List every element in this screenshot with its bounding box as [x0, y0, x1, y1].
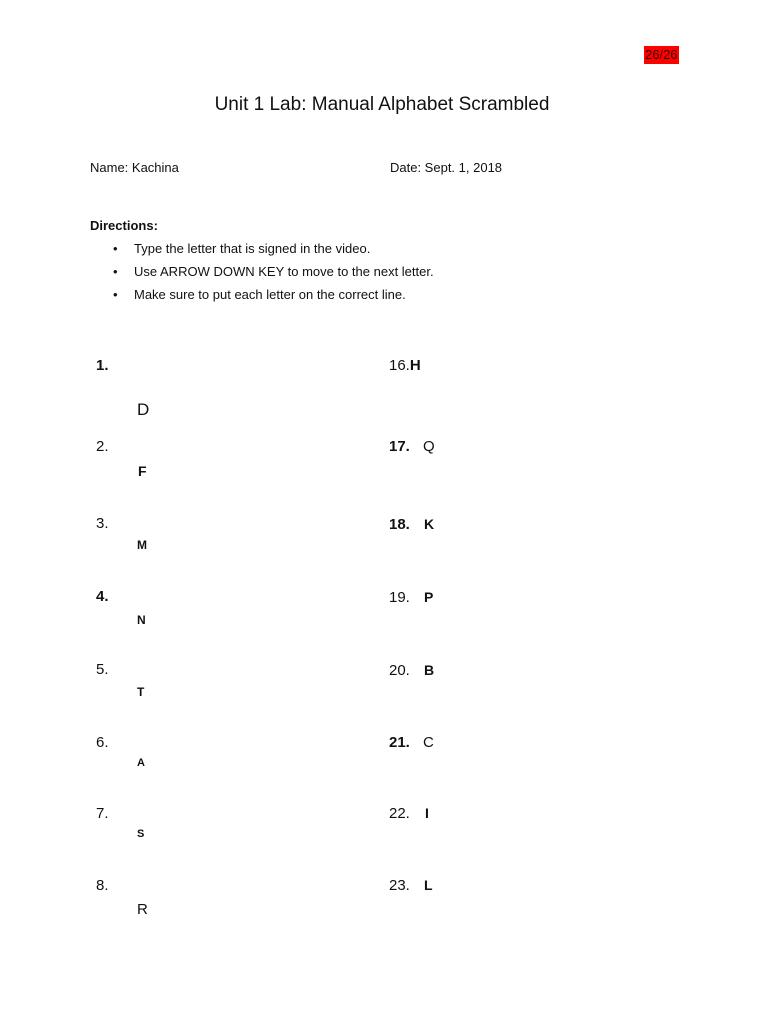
answer-text[interactable]: D	[137, 400, 150, 419]
answer-text[interactable]: Q	[423, 438, 435, 455]
directions-item-text: Type the letter that is signed in the video.	[134, 241, 371, 256]
question-number: 21.	[389, 734, 410, 751]
question-number: 4.	[96, 588, 109, 605]
bullet-icon: •	[113, 264, 118, 279]
question-number: 17.	[389, 438, 410, 455]
directions-item	[90, 287, 434, 310]
answer-text[interactable]: N	[137, 613, 146, 627]
question-number: 8.	[96, 877, 109, 894]
question-number-text: 16.	[389, 357, 410, 374]
score-badge: 26/26	[645, 47, 678, 62]
question-number: 3.	[96, 515, 109, 532]
answer-text[interactable]: T	[137, 685, 145, 699]
directions-item	[90, 241, 434, 264]
answer-text[interactable]: S	[137, 828, 145, 840]
answer-text[interactable]: I	[425, 805, 429, 821]
answer-text[interactable]: M	[137, 538, 147, 552]
question-number: 6.	[96, 734, 109, 751]
answer-text[interactable]: P	[424, 589, 434, 605]
directions-item-text: Use ARROW DOWN KEY to move to the next letter.	[134, 264, 434, 279]
question-number: 5.	[96, 661, 109, 678]
question-number: 7.	[96, 805, 109, 822]
bullet-icon: •	[113, 287, 118, 302]
question-number: 2.	[96, 438, 109, 455]
name-line: Name: Kachina	[90, 160, 179, 175]
question-number: 23.	[389, 877, 410, 894]
answer-text[interactable]: A	[137, 757, 145, 769]
directions-item-text: Make sure to put each letter on the correct line.	[134, 287, 406, 302]
answer-text[interactable]: L	[424, 877, 433, 893]
date-line: Date: Sept. 1, 2018	[390, 160, 503, 175]
answer-text[interactable]: K	[424, 516, 435, 532]
answer-text[interactable]: B	[424, 662, 435, 678]
question-number: 1.	[96, 357, 109, 374]
question-number: 18.	[389, 516, 410, 533]
directions-label: Directions:	[90, 218, 158, 233]
page-title: Unit 1 Lab: Manual Alphabet Scrambled	[214, 94, 550, 115]
answer-text[interactable]: H	[409, 357, 421, 374]
directions-list	[90, 241, 434, 310]
answer-text[interactable]: R	[137, 901, 148, 918]
question-number: 22.	[389, 805, 410, 822]
bullet-icon: •	[113, 241, 118, 256]
directions-item	[90, 264, 434, 287]
question-number: 19.	[389, 589, 410, 606]
question-number	[389, 357, 421, 374]
answer-text[interactable]: F	[138, 463, 147, 479]
question-number: 20.	[389, 662, 410, 679]
answer-text[interactable]: C	[423, 734, 434, 751]
